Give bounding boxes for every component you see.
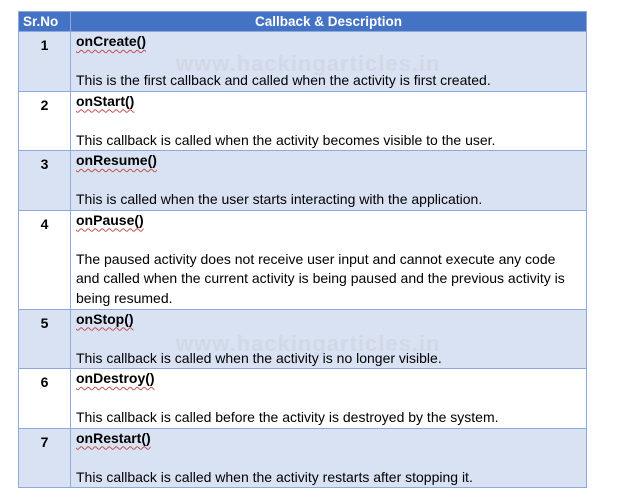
- row-content: [71, 91, 587, 151]
- method-name: [76, 92, 582, 112]
- table-row: [19, 210, 587, 309]
- row-number: 4: [19, 210, 71, 309]
- row-number: 1: [19, 32, 71, 92]
- method-description: This is called when the user starts interacting with the application.: [76, 191, 483, 207]
- table-row: [19, 428, 587, 488]
- table-row: [19, 91, 587, 151]
- row-content: [71, 428, 587, 488]
- method-description: This callback is called before the activity is destroyed by the system.: [76, 409, 499, 425]
- row-number: 5: [19, 309, 71, 369]
- method-name: [76, 429, 582, 449]
- method-label: onStop(): [76, 310, 134, 327]
- table-row: [19, 32, 587, 92]
- method-description: This callback is called when the activity becomes visible to the user.: [76, 131, 496, 148]
- row-number: 6: [19, 369, 71, 429]
- row-content: [71, 309, 587, 369]
- method-description: The paused activity does not receive user input and cannot execute any code and called when the current activity is being paused and the previous activity is being resumed.: [76, 250, 565, 306]
- method-label: onResume(): [76, 152, 157, 168]
- row-number: 2: [19, 91, 71, 151]
- row-content: [71, 32, 587, 92]
- method-description: This callback is called when the activity is no longer visible.: [76, 349, 442, 366]
- method-name: [76, 32, 582, 52]
- method-label: onStart(): [76, 92, 135, 109]
- table-row: [19, 151, 587, 211]
- row-content: [71, 369, 587, 429]
- method-description: This callback is called when the activity restarts after stopping it.: [76, 468, 473, 485]
- method-description: This is the first callback and called when the activity is first created.: [76, 72, 491, 88]
- method-name: [76, 369, 582, 389]
- header-srno: Sr.No: [19, 12, 71, 32]
- method-label: onRestart(): [76, 429, 151, 446]
- method-name: [76, 151, 582, 171]
- header-callback-description: Callback & Description: [71, 12, 587, 32]
- row-number: 7: [19, 428, 71, 488]
- table-row: [19, 309, 587, 369]
- callback-table: [18, 11, 587, 488]
- method-name: [76, 211, 582, 231]
- table-header-row: [19, 12, 587, 32]
- row-number: 3: [19, 151, 71, 211]
- method-label: onDestroy(): [76, 370, 155, 386]
- method-label: onPause(): [76, 211, 144, 228]
- method-label: onCreate(): [76, 33, 147, 49]
- method-name: [76, 310, 582, 330]
- row-content: [71, 210, 587, 309]
- row-content: [71, 151, 587, 211]
- table-row: [19, 369, 587, 429]
